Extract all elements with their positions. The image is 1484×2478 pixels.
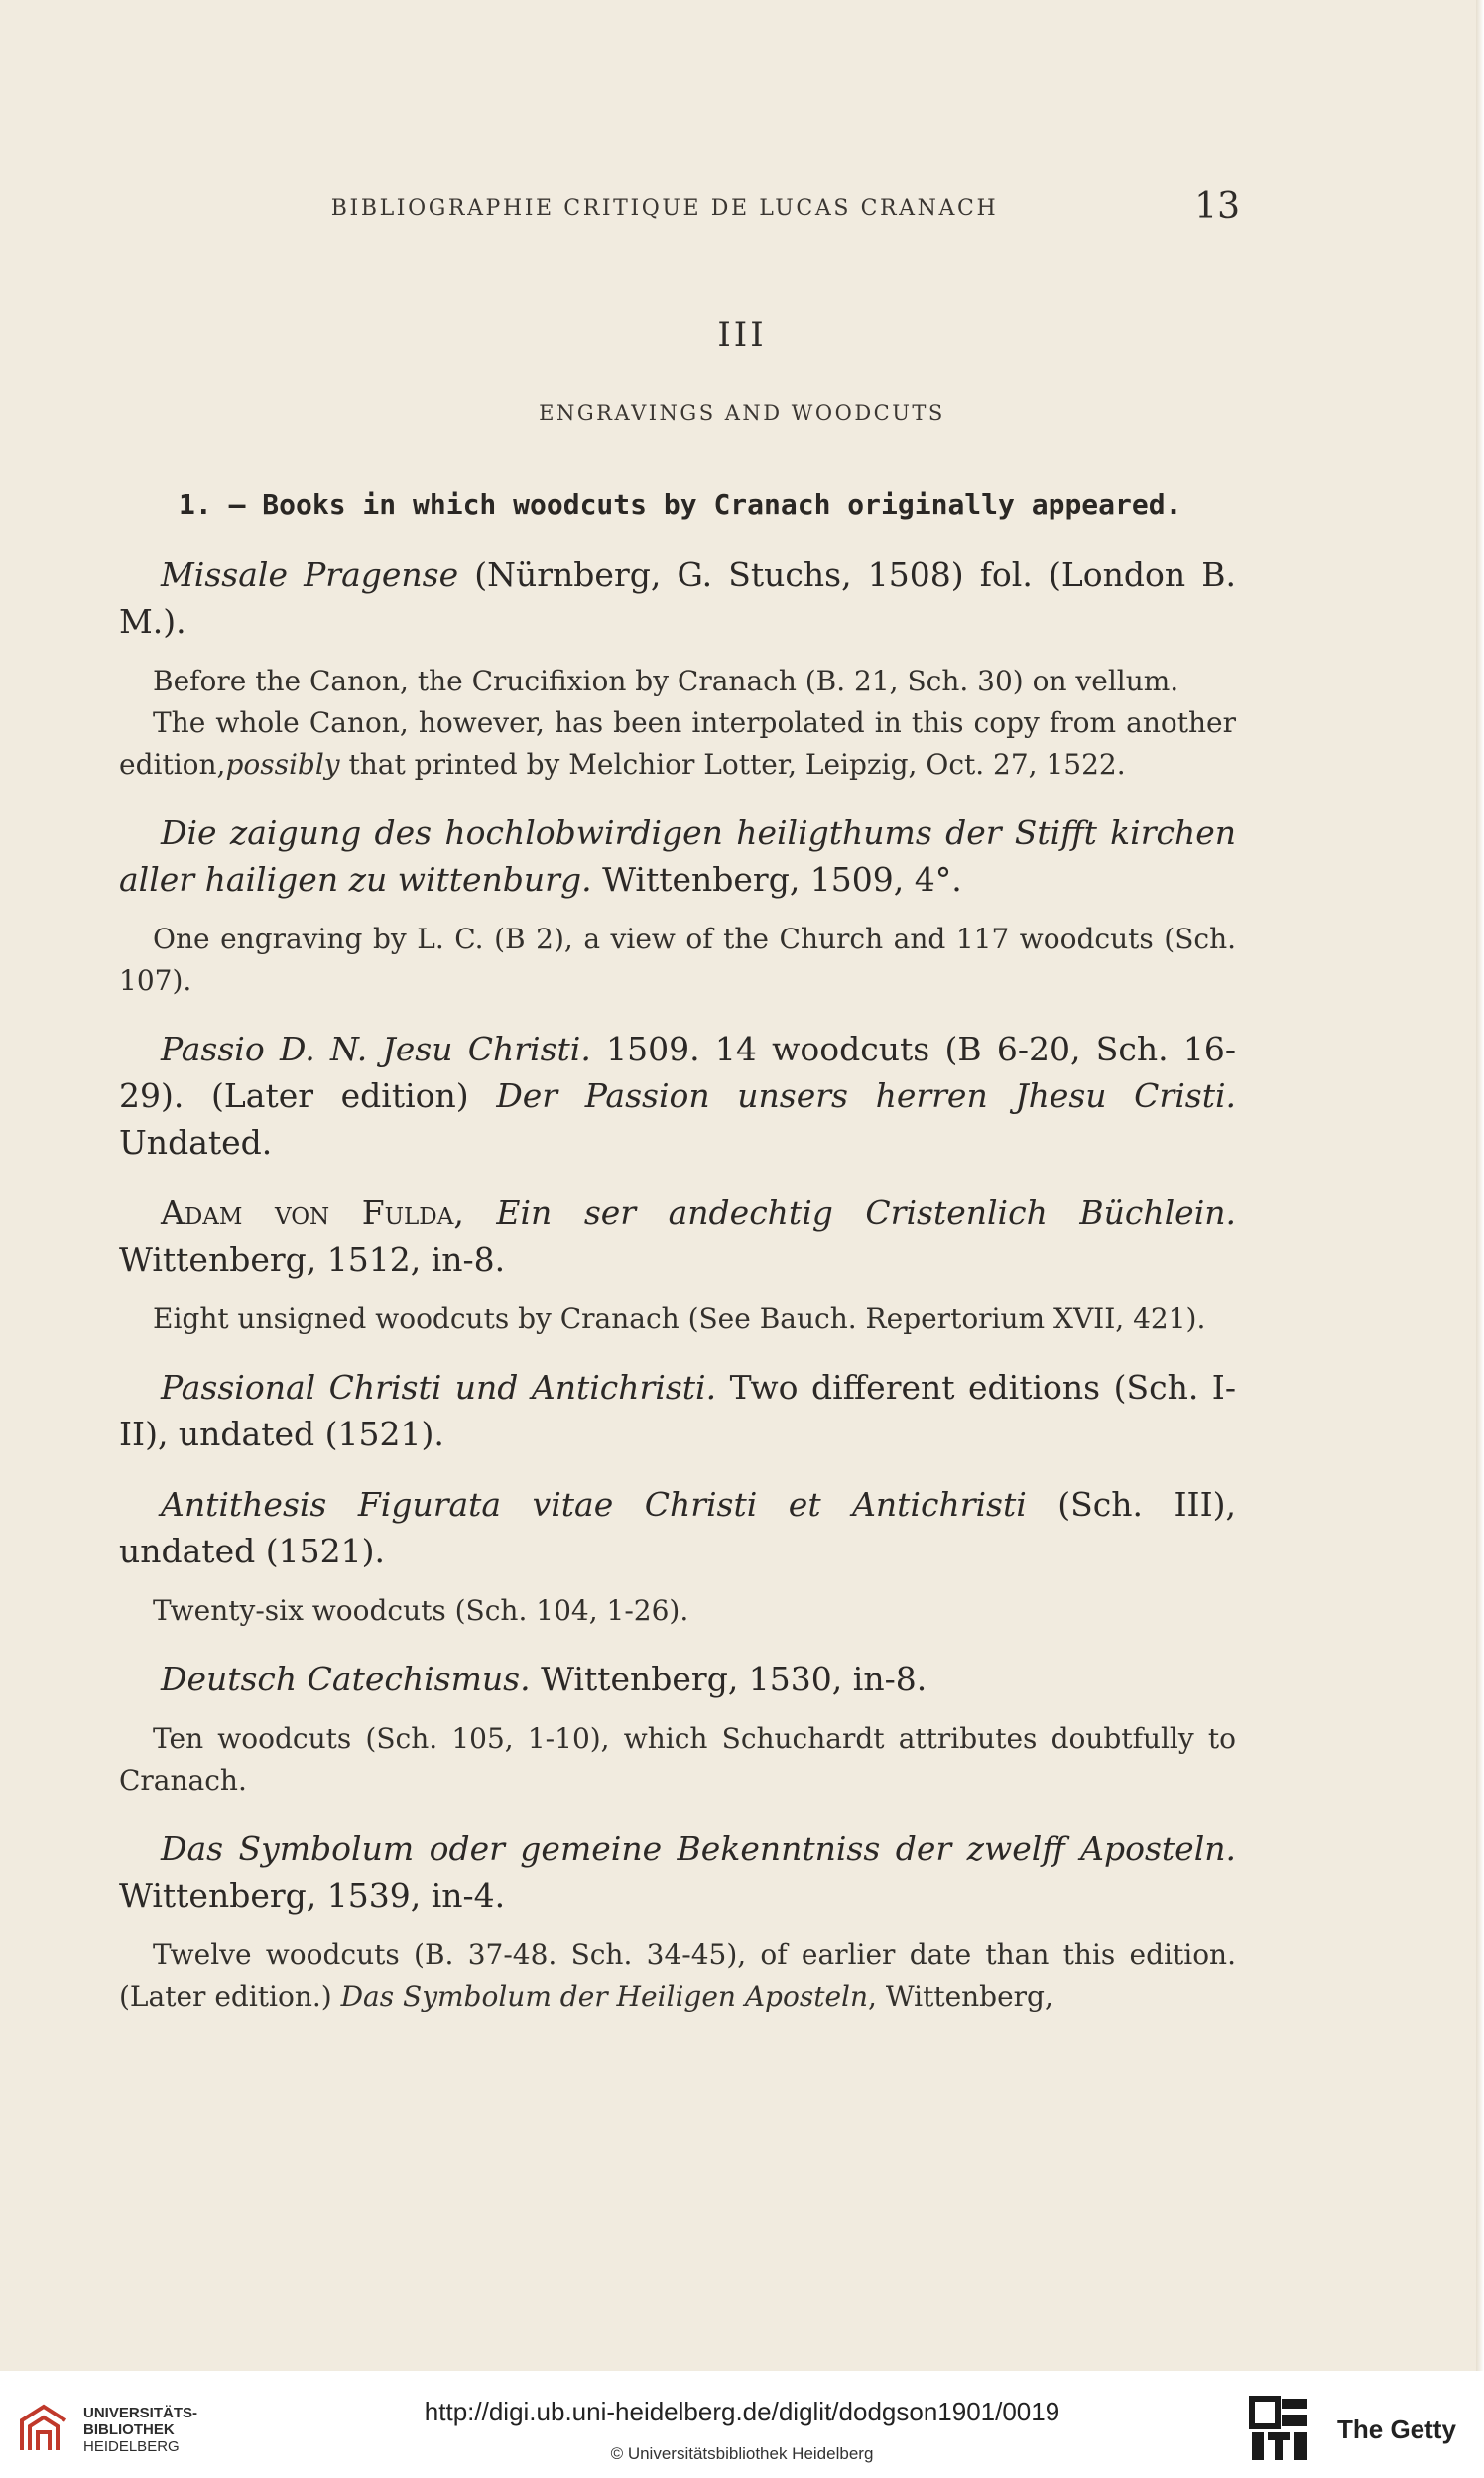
entry-title-passional bbox=[119, 1364, 1236, 1457]
library-name-line: BIBLIOTHEK bbox=[83, 2421, 175, 2438]
entry-note-text: that printed by Melchior Lotter, Leipzig, Oct. 27, 1522. bbox=[339, 748, 1126, 781]
entry-title-text: Wittenberg, 1530, in-8. bbox=[530, 1660, 928, 1698]
entry-note-fulda: Eight unsigned woodcuts by Cranach (See Bauch. Repertorium XVII, 421). bbox=[153, 1302, 1206, 1335]
entry-note-text: , Wittenberg, bbox=[868, 1980, 1053, 2013]
page-number: 13 bbox=[1194, 186, 1240, 227]
copyright-notice: © Universitätsbibliothek Heidelberg bbox=[610, 2444, 874, 2463]
entry-title-fulda: Adam von Fulda, Ein ser andechtig Cristenlich Büchlein. Wittenberg, 1512, in-8. bbox=[119, 1193, 1236, 1279]
entry-title-text: 1509. 14 woodcuts (B 6-20, Sch. 16-29). (Later edition) bbox=[119, 1030, 1236, 1115]
page-edge bbox=[1476, 0, 1484, 2371]
library-name-line: UNIVERSITÄTS- bbox=[83, 2405, 198, 2421]
entry-title-italic: Missale Pragense bbox=[161, 556, 459, 594]
body-text bbox=[119, 552, 1236, 2018]
entry-note-text: The whole Canon, however, has been interpolated in this copy from another edition, bbox=[119, 706, 1236, 781]
section-title: ENGRAVINGS AND WOODCUTS bbox=[539, 401, 945, 425]
entry-title-text: Wittenberg, 1512, in-8. bbox=[119, 1240, 506, 1279]
entry-note-catechismus: Ten woodcuts (Sch. 105, 1-10), which Schuchardt attributes doubtfully to Cranach. bbox=[119, 1722, 1236, 1797]
entry-title-text: Two different editions (Sch. I-II), undated (1521). bbox=[119, 1368, 1236, 1453]
section-number: III bbox=[717, 315, 767, 355]
entry-note-antithesis: Twenty-six woodcuts (Sch. 104, 1-26). bbox=[153, 1594, 689, 1627]
entry-note-missale-2 bbox=[119, 702, 1236, 786]
entry-title-text: (Sch. III), undated (1521). bbox=[119, 1485, 1236, 1570]
running-title: BIBLIOGRAPHIE CRITIQUE DE LUCAS CRANACH bbox=[330, 196, 999, 221]
entry-title-passio bbox=[119, 1026, 1236, 1166]
entry-note-italic: Das Symbolum der Heiligen Aposteln bbox=[340, 1980, 869, 2013]
entry-title-italic: Antithesis Figurata vitae Christi et Antichristi bbox=[161, 1485, 1027, 1524]
entry-title-italic: Das Symbolum oder gemeine Bekenntniss der zwelff Aposteln. bbox=[161, 1829, 1236, 1868]
entry-note-symbolum bbox=[119, 1934, 1236, 2018]
running-head bbox=[119, 186, 1240, 236]
library-name-line: HEIDELBERG bbox=[83, 2438, 180, 2455]
entry-title-catechismus bbox=[119, 1656, 1236, 1702]
entry-title-italic: Die zaigung des hochlobwirdigen heiligthums der Stifft kirchen aller hailigen zu wittenburg. bbox=[119, 813, 1236, 899]
entry-note-text: Twelve woodcuts (B. 37-48. Sch. 34-45), of earlier date than this edition. (Later edition.) bbox=[119, 1938, 1236, 2013]
viewer-footer bbox=[0, 2371, 1484, 2478]
entry-title-italic: Passional Christi und Antichristi. bbox=[161, 1368, 717, 1407]
entry-title-text: Undated. bbox=[119, 1123, 273, 1162]
entry-title-italic: Deutsch Catechismus. bbox=[161, 1660, 531, 1698]
entry-title-zaigung bbox=[119, 809, 1236, 903]
entry-title-missale bbox=[119, 552, 1236, 645]
entry-title-symbolum bbox=[119, 1825, 1236, 1919]
subheading: 1. — Books in which woodcuts by Cranach originally appeared. bbox=[179, 488, 1182, 521]
entry-title-text: (Nürnberg, G. Stuchs, 1508) fol. (London B. M.). bbox=[119, 556, 1236, 641]
entry-title-italic: Der Passion unsers herren Jhesu Cristi. bbox=[496, 1076, 1237, 1115]
entry-title-antithesis bbox=[119, 1481, 1236, 1574]
entry-title-text: Wittenberg, 1539, in-4. bbox=[119, 1876, 506, 1915]
entry-note-italic: possibly bbox=[225, 748, 340, 781]
getty-logo-icon bbox=[1248, 2395, 1311, 2464]
entry-note-zaigung: One engraving by L. C. (B 2), a view of the Church and 117 woodcuts (Sch. 107). bbox=[119, 923, 1236, 997]
entry-title-italic: Passio D. N. Jesu Christi. bbox=[161, 1030, 591, 1068]
entry-author: Adam von Fulda bbox=[161, 1193, 454, 1232]
entry-title-italic: Ein ser andechtig Cristenlich Büchlein. bbox=[496, 1193, 1236, 1232]
entry-title-text: Wittenberg, 1509, 4°. bbox=[591, 860, 962, 899]
partner-name: The Getty bbox=[1337, 2415, 1456, 2444]
entry-note-missale-1: Before the Canon, the Crucifixion by Cranach (B. 21, Sch. 30) on vellum. bbox=[153, 665, 1179, 697]
permalink-url[interactable]: http://digi.ub.uni-heidelberg.de/diglit/dodgson1901/0019 bbox=[424, 2397, 1060, 2426]
